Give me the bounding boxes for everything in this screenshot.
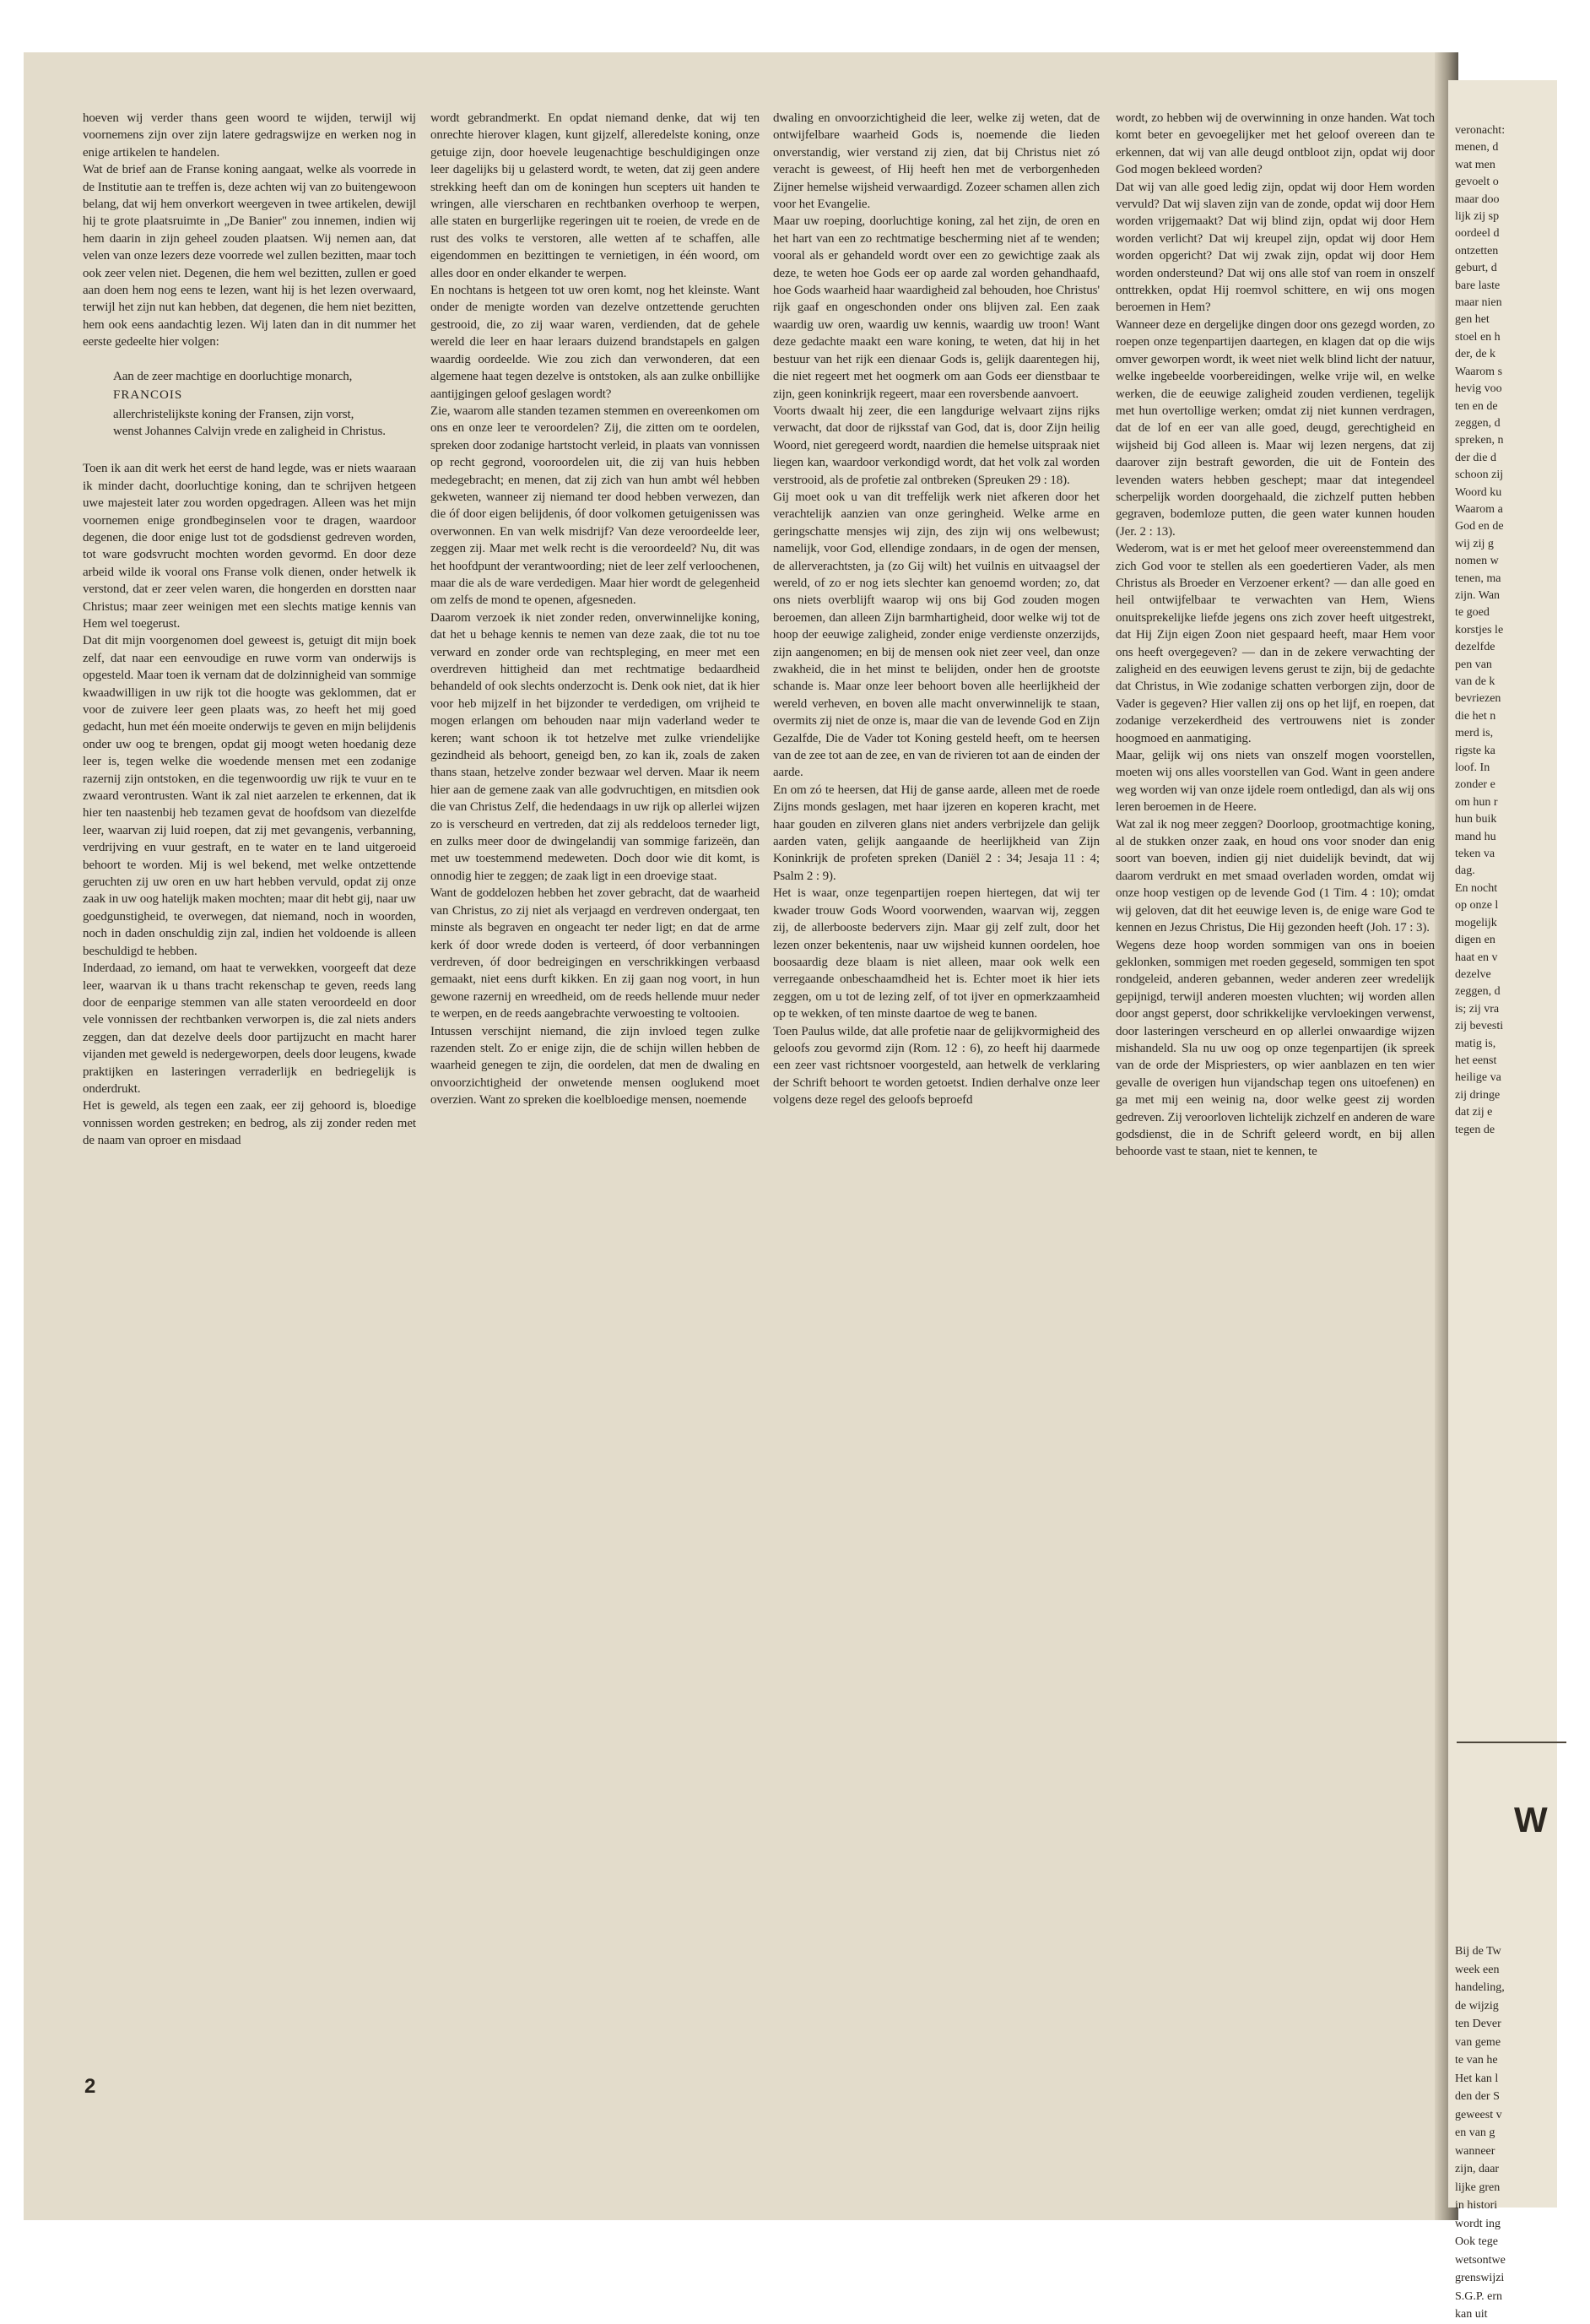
- text-line: En nocht: [1455, 881, 1498, 895]
- text-line: te van he: [1455, 2054, 1498, 2067]
- paragraph: Het is waar, onze tegenpartijen roepen hiertegen, dat wij ter kwader trouw Gods Woord voorwenden, waarvan wij, zeggen zij, de allerbooste bedervers zijn. Maar gij zelf zult, door het lezen onzer bekentenis, naar uw wijsheid kunnen oordelen, hoe boosaardig deze blaam is niet alleen, maar ook welk een verregaande onbeschaamdheid het is. Echter moet ik hier iets zeggen, om u tot de lezing zelf, of tot ijver en opmerkzaamheid op te wekken, of ten minste daartoe de weg te banen.: [773, 886, 1100, 1021]
- text-line: zijn, daar: [1455, 2163, 1500, 2175]
- text-line: zij bevesti: [1455, 1020, 1504, 1033]
- text-line: lijk zij sp: [1455, 210, 1500, 224]
- text-line: spreken, n: [1455, 434, 1504, 447]
- paragraph: Wegens deze hoop worden sommigen van ons in boeien geklonken, sommigen met roeden gegeseld, sommigen ten spot rondgeleid, anderen gebannen, weder anderen zeer wredelijk gepijnigd, terwijl anderen moesten vluchten; wij worden allen door angst geperst, door schrikkelijke vervloekingen verwenst, door lasteringen verscheurd en op allerlei onwaardige wijzen mishandeld. Sla nu uw oog op onze tegenpartijen (ik spreek van de orde der Mispriesters, op wier aanblazen en ten wier gevalle de overigen hun vijandschap tegen ons uitoefenen) en ga met mij een weinig na, door welke geest zij worden gedreven. Zij veroorloven lichtelijk zichzelf en anderen de ware godsdienst, die in de Schrift geleerd wordt, en bij allen behoorde vast te staan, niet te kennen, te: [1116, 938, 1435, 1159]
- adjacent-page-heading: W: [1514, 1800, 1548, 1839]
- article-column-3: [773, 110, 1100, 2068]
- text-line: zijn. Wan: [1455, 588, 1501, 602]
- text-line: op onze l: [1455, 899, 1499, 913]
- text-line: God en de: [1455, 520, 1504, 534]
- text-line: stoel en h: [1455, 330, 1501, 344]
- text-line: handeling,: [1455, 1981, 1505, 1994]
- text-line: korstjes le: [1455, 623, 1504, 637]
- page-number: 2: [84, 2075, 96, 2098]
- text-line: zeggen, d: [1455, 985, 1501, 999]
- text-line: die het n: [1455, 709, 1496, 723]
- text-line: maar doo: [1455, 192, 1500, 206]
- paragraph: Wanneer deze en dergelijke dingen door ons gezegd worden, zo roepen onze tegenpartijen daartegen, en klagen dat op die wijs omver geworpen wordt, ik weet niet welk blind licht der natuur, welke ingebeelde voorbereidingen, welke vrije wil, en welke werken, die de eeuwige zaligheid zouden verdienen, tegelijk met hun overtollige werken; omdat zij niet kunnen verdragen, dat de lof en eer van alle goed, deugd, gerechtigheid en wijsheid bij God alleen is. Maar wij lezen nergens, dat zij daarover zijn bestraft geworden, die uit de Fontein des levenden waters hebben geschept; maar dat integendeel scherpelijk worden doorgehaald, die zichzelf putten hebben gegraven, bodemloze putten, die geen water kunnen houden (Jer. 2 : 13).: [1116, 317, 1435, 539]
- paragraph: Maar uw roeping, doorluchtige koning, zal het zijn, de oren en het hart van een zo rechtmatige bescherming niet af te wenden; vooral als er gehandeld wordt over een zo gewichtige zaak als deze, te weten hoe Gods eer op aarde zal worden gehandhaafd, hoe Gods waarheid haar waardigheid zal behouden, hoe Christus' rijk gaaf en ongeschonden onder ons blijven zal. Een zaak waardig uw oren, waardig uw kennis, waardig uw troon! Want deze gedachte maakt een ware koning, te weten, dat hij in het bestuur van het rijk een dienaar Gods is, gelijk daarentegen hij, die niet regeert met het oogmerk om aan Gods eer dienstbaar te zijn, geen koninkrijk regeert, maar een roversbende aanvoert.: [773, 214, 1100, 401]
- text-line: grenswijzi: [1455, 2272, 1505, 2284]
- paragraph: Inderdaad, zo iemand, om haat te verwekken, voorgeeft dat deze leer, waarvan ik u thans tracht rekenschap te geven, reeds lang door de eenparige stemmen van alle staten veroordeeld en door vele vonnissen der rechtbanken verworpen is, die zal niets anders zeggen, dan dat dezelve deels door partijzucht en macht harer vijanden met geweld is nedergeworpen, deels door leugens, kwade praktijken en lasteringen verraderlijk en bedriegelijk is onderdrukt.: [83, 962, 416, 1096]
- paragraph: Wederom, wat is er met het geloof meer overeenstemmend dan zich God voor te stellen als een goedertieren Vader, als men Christus als Broeder en Verzoener erkent? — dan alle goed en heil ontwijfelbaar te verwachten van Hem, Wiens onuitsprekelijke liefde jegens ons zich zover heeft uitgestrekt, dat Hij Zijn eigen Zoon niet gespaard heeft, maar Hem voor ons heeft overgegeven? — dan in de zekere verwachting der zaligheid en des eeuwigen levens gerust te zijn, bij de gedachte dat Christus, in Wie zodanige schatten verborgen zijn, door de Vader is gegeven? Hier vallen zij ons op het lijf, en roepen, dat zodanige verzekerdheid des vertrouwens niet is zonder hoogmoed en aanmatiging.: [1116, 542, 1435, 745]
- article-column-4: [1116, 110, 1435, 2068]
- text-line: zonder e: [1455, 778, 1495, 792]
- addressee-name: FRANCOIS: [113, 388, 183, 403]
- text-line: week een: [1455, 1963, 1500, 1976]
- text-line: Het kan l: [1455, 2072, 1499, 2085]
- text-line: wordt ing: [1455, 2217, 1501, 2230]
- text-line: om hun r: [1455, 795, 1498, 809]
- paragraph: Het is geweld, als tegen een zaak, eer zij gehoord is, bloedige vonnissen worden gestreken; en bedrog, als zij zonder reden met de naam van oproer en misdaad: [83, 1099, 416, 1148]
- text-line: menen, d: [1455, 141, 1499, 154]
- text-line: tenen, ma: [1455, 572, 1501, 585]
- text-line: van de k: [1455, 675, 1495, 688]
- text-line: merd is,: [1455, 727, 1494, 740]
- text-line: nomen w: [1455, 555, 1499, 568]
- text-line: Waarom a: [1455, 502, 1503, 516]
- text-line: der die d: [1455, 451, 1496, 464]
- text-line: en van g: [1455, 2126, 1495, 2139]
- paragraph: wordt gebrandmerkt. En opdat niemand denke, dat wij ten onrechte hierover klagen, kunt gijzelf, alleredelste koning, onze getuige zijn, door hoevele leugenachtige beschuldigingen onze leer dagelijks bij u gelasterd wordt, te weten, dat zij geen andere strekking heeft dan om de koningen hun scepters uit handen te wringen, alle vierscharen en rechtbanken overhoop te werpen, alle staten en burgerlijke regeringen uit te roeien, de vrede en de rust des volks te verstoren, alle wetten af te schaffen, alle eigendommen en bezittingen te vernietigen, in één woord, om alles door en onder elkander te werpen.: [430, 111, 760, 280]
- paragraph: hoeven wij verder thans geen woord te wijden, terwijl wij voornemens zijn over zijn latere gedragswijze en werken nog in enige artikelen te handelen.: [83, 111, 416, 160]
- text-line: S.G.P. ern: [1455, 2289, 1503, 2303]
- text-line: maar nien: [1455, 296, 1502, 310]
- text-line: wij zij g: [1455, 537, 1494, 550]
- text-line: bare laste: [1455, 279, 1501, 292]
- text-line: wanneer: [1455, 2144, 1495, 2158]
- adjacent-page-text-lower: [1455, 1942, 1590, 2324]
- address-line: wenst Johannes Calvijn vrede en zaligheid in Christus.: [113, 424, 386, 438]
- paragraph: wordt, zo hebben wij de overwinning in onze handen. Wat toch komt beter en gevoegelijker met het geloof overeen dan te erkennen, dat wij van alle deugd ontbloot zijn, opdat wij door God mogen bekleed worden?: [1116, 111, 1435, 177]
- text-line: der, de k: [1455, 348, 1496, 361]
- text-line: is; zij vra: [1455, 1002, 1500, 1016]
- adjacent-page-divider: [1457, 1742, 1566, 1743]
- text-line: mand hu: [1455, 830, 1496, 843]
- article-column-2: [430, 110, 760, 2068]
- text-line: hevig voo: [1455, 382, 1502, 396]
- paragraph: Intussen verschijnt niemand, die zijn invloed tegen zulke razenden stelt. Zo er enige zijn, die de schijn willen hebben de waarheid genegen te zijn, die oordelen, dat men de dwaling en onvoorzichtigheid der onwetende mensen ooglukend moet overzien. Want zo spreken die koelbloedige mensen, noemende: [430, 1024, 760, 1108]
- text-line: hun buik: [1455, 813, 1497, 826]
- paragraph: Wat de brief aan de Franse koning aangaat, welke als voorrede in de Institutie aan te treffen is, deze achten wij van zo buitengewoon belang, dat wij hem onverkort weergeven in twee artikelen, dewijl hij te grote plaatsruimte in „De Banier" zou innemen, indien wij hem daarin in zijn geheel zouden plaatsen. Wij nemen aan, dat velen van onze lezers deze voorrede wel zullen bezitten, maar toch ook zeer velen niet. Degenen, die hem wel bezitten, zullen er goed aan doen hem nog eens te lezen, want hij is het lezen overwaard, terwijl het zijn nut kan hebben, dat degenen, die hem niet bezitten, hem ook eens aandachtig lezen. Wij laten dan in dit nummer het eerste gedeelte hier volgen:: [83, 163, 416, 349]
- paragraph: Zie, waarom alle standen tezamen stemmen en overeenkomen om ons en onze leer te veroordelen? Zij, die zitten om te oordelen, spreken door zodanige hartstocht verleid, in plaats van vonnissen op recht gegrond, vooroordelen uit, die zij van huis hebben medegebracht; en menen, dat zij zich van hun ambt wél hebben gekweten, wanneer zij niemand ter dood hebben verwezen, dan die óf door eigen belijdenis, óf door volkomen getuigenissen was overwonnen. En van welk misdrijf? Van deze veroordeelde leer, zeggen zij. Maar met welk recht is die veroordeeld? Nu, dit was het hoofdpunt der verantwoording; niet de leer zelf verloochenen, maar die als de ware verdedigen. Maar hier wordt de gelegenheid om zelfs de mond te openen, afgesneden.: [430, 404, 760, 608]
- text-line: Ook tege: [1455, 2235, 1498, 2248]
- text-line: geburt, d: [1455, 262, 1497, 275]
- text-line: lijke gren: [1455, 2180, 1501, 2194]
- text-line: oordeel d: [1455, 227, 1500, 241]
- article-column-1: [83, 110, 416, 2068]
- paragraph: Maar, gelijk wij ons niets van onszelf mogen voorstellen, moeten wij ons alles voorstellen van God. Want in geen andere weg worden wij van onze ijdele roem ontledigd, dan als wij ons leren beroemen in de Heere.: [1116, 749, 1435, 815]
- paragraph: Dat dit mijn voorgenomen doel geweest is, getuigt dit mijn boek zelf, dat naar een eenvoudige en ruwe vorm van onderwijs is opgesteld. Maar toen ik vernam dat de dolzinnigheid van sommige kwaadwilligen in uw rijk tot die hoogte was geklommen, dat er voor de zuivere leer geen plaats was, zo heeft het mij goed gedacht, hun met één moeite onderwijs te geven en mijn belijdenis onder uw oog te brengen, opdat gij moogt weten hoedanig deze leer is, tegen welke die woedende mensen met een zodanige razernij zijn ontstoken, en die tegenwoordig uw rijk te vuur en te zwaard verontrusten. Want ik zal niet aarzelen te erkennen, dat ik hier ten naastenbij heb tezamen gevat de hoofdsom van diezelfde leer, waarvan zij luid roepen, dat zij met gevangenis, verbanning, verdrijving en vuur gestraft, en te water en te land uitgeroeid behoort te worden. Mij is wel bekend, met welke ontzettende geruchten zij uw oren en uw hart hebben vervuld, opdat zij onze zaak in uw oog hatelijk maken mochten; maar dit hebt gij, naar uw goedgunstigheid, te overwegen, dat niemand, noch in woorden, noch in daden onschuldig zijn zal, indien het voldoende is alleen beschuldigd te hebben.: [83, 634, 416, 958]
- text-line: het eenst: [1455, 1054, 1497, 1067]
- paragraph: Toen Paulus wilde, dat alle profetie naar de gelijkvormigheid des geloofs zou gevormd zijn (Rom. 12 : 6), zo heeft hij daarmede een zeer vast richtsnoer voorgesteld, aan hetwelk de verklaring der Schrift behoort te worden getoetst. Indien derhalve onze leer volgens deze regel des geloofs beproefd: [773, 1024, 1100, 1108]
- text-line: digen en: [1455, 934, 1495, 947]
- text-line: Woord ku: [1455, 485, 1502, 499]
- text-line: gevoelt o: [1455, 176, 1499, 189]
- text-line: kan uit: [1455, 2308, 1488, 2321]
- paragraph: En om zó te heersen, dat Hij de ganse aarde, alleen met de roede Zijns monds geslagen, met haar ijzeren en koperen kracht, met haar gouden en zilveren glans niet anders verbrijzele dan gelijk aarden vaten, gelijk aangaande de heerlijkheid van Zijn Koninkrijk de profeten spreken (Daniël 2 : 34; Jesaja 11 : 4; Psalm 2 : 9).: [773, 783, 1100, 883]
- text-line: ten en de: [1455, 399, 1498, 413]
- text-line: geweest v: [1455, 2108, 1502, 2121]
- text-line: zeggen, d: [1455, 416, 1501, 430]
- text-line: heilige va: [1455, 1071, 1501, 1085]
- letter-address: [83, 368, 416, 441]
- text-line: van geme: [1455, 2035, 1501, 2049]
- text-line: ten Dever: [1455, 2018, 1501, 2030]
- text-line: wat men: [1455, 158, 1495, 171]
- paragraph: Toen ik aan dit werk het eerst de hand legde, was er niets waaraan ik minder dacht, doorluchtige koning, dan te schrijven hetgeen uwe majesteit later zou worden opgedragen. Alleen was het mijn voornemen enige grondbeginselen voor te dragen, waardoor degenen, die door enige lust tot de godsdienst gedreven worden, tot ware godsvrucht mochten worden gevormd. En door deze arbeid wilde ik vooral ons Franse volk dienen, onder hetwelk ik verstond, dat er zeer velen waren, die hongerden en dorstten naar Christus; maar zeer weinigen met een slechts matige kennis van Hem wel toegerust.: [83, 462, 416, 631]
- text-line: loof. In: [1455, 761, 1490, 775]
- paragraph: Wat zal ik nog meer zeggen? Doorloop, grootmachtige koning, al de stukken onzer zaak, en houd ons voor snoder dan enig soort van boeven, indien gij niet duidelijk bevindt, dat wij daarom verdrukt en met smaad overladen worden, omdat wij onze hoop vestigen op de levende God (1 Tim. 4 : 10); omdat wij geloven, dat dit het eeuwige leven is, de enige ware God te kennen en Jezus Christus, Die Hij gezonden heeft (Joh. 17 : 3).: [1116, 817, 1435, 935]
- text-line: haat en v: [1455, 951, 1498, 964]
- paragraph: dwaling en onvoorzichtigheid die leer, welke zij weten, dat de ontwijfelbare waarheid Gods is, noemende die lieden onverstandig, wier verstand zij zien, dat bij Christus niet zó veracht is geweest, of Hij heeft hen met de verborgenheden Zijner hemelse wijsheid verwaardigd. Zozeer schamen allen zich voor het Evangelie.: [773, 111, 1100, 212]
- text-line: den der S: [1455, 2090, 1500, 2103]
- text-line: Waarom s: [1455, 365, 1503, 378]
- text-line: gen het: [1455, 313, 1490, 327]
- paragraph: Gij moet ook u van dit treffelijk werk niet afkeren door het verachtelijk aanzien van onze geringheid. Welke arme en geringschatte mensjes wij zijn, des zijn wij ons welbewust; namelijk, voor God, ellendige zondaars, in de ogen der mensen, de allerverachtsten, ja (zo Gij wilt) het vuilnis en uitvaagsel der wereld, of zo er nog iets slechter kan genoemd worden; zo, dat ons niets overblijft waarop wij ons bij God zouden mogen beroemen, dan alleen Zijn barmhartigheid, door welke wij tot de hoop der eeuwige zaligheid, zonder enige verdienste onzerzijds, zijn aangenomen; en bij de mensen ook niet zeer veel, dan onze zwakheid, die in het minst te belijden, onder hen de grootste schande is. Maar onze leer behoort boven alle heerlijkheid der wereld verheven, en boven alle macht onverwinnelijk te staan, overmits zij niet de onze is, maar die van de levende God en Zijn Gezalfde, Die de Vader tot Koning gesteld heeft, om te heersen van de zee tot aan de zee, en van de rivieren tot aan de einden der aarde.: [773, 490, 1100, 780]
- text-line: in histori: [1455, 2199, 1498, 2212]
- text-line: veronacht:: [1455, 124, 1506, 137]
- text-line: dezelve: [1455, 967, 1491, 981]
- address-line: Aan de zeer machtige en doorluchtige monarch,: [113, 369, 353, 383]
- paragraph: Want de goddelozen hebben het zover gebracht, dat de waarheid van Christus, zo zij niet als verjaagd en verdreven ondergaat, ten minste als begraven en ongeacht ter neder ligt; en dat de arme kerk óf door wrede doden is verteerd, óf door verbanningen verdreven, óf door bedreigingen en verschrikkingen verbaasd gemaakt, niet eens durft kikken. En zij gaan nog voort, in hun gewone razernij en wreedheid, om de reeds hellende muur neder te werpen, en de reeds aangebrachte verwoesting te voltooien.: [430, 886, 760, 1021]
- paragraph: Voorts dwaalt hij zeer, die een langdurige welvaart zijns rijks verwacht, dat door de rijksstaf van God, dat is, door Zijn heilig Woord, niet geregeerd wordt, naardien die hemelse uitspraak niet liegen kan, waardoor verkondigd wordt, dat het volk zal worden verstrooid, als de profetie zal ontbreken (Spreuken 29 : 18).: [773, 404, 1100, 487]
- text-line: dat zij e: [1455, 1106, 1493, 1119]
- paragraph: Dat wij van alle goed ledig zijn, opdat wij door Hem worden vervuld? Dat wij slaven zijn van de zonde, opdat wij door Hem worden vrijgemaakt? Dat wij blind zijn, opdat wij door Hem worden verlicht? Dat wij kreupel zijn, opdat wij door Hem worden opgericht? Dat wij zwak zijn, opdat wij door Hem worden ondersteund? Dat wij ons alle stof van roem in onszelf onttrekken, opdat Hij roemvol schittere, en wij ons mogen beroemen in Hem?: [1116, 180, 1435, 315]
- text-line: de wijzig: [1455, 1999, 1499, 2013]
- text-line: te goed: [1455, 606, 1490, 620]
- text-line: mogelijk: [1455, 916, 1497, 929]
- text-line: rigste ka: [1455, 744, 1495, 757]
- text-line: dag.: [1455, 864, 1475, 878]
- address-line: allerchristelijkste koning der Fransen, zijn vorst,: [113, 407, 354, 421]
- text-line: matig is,: [1455, 1037, 1496, 1050]
- text-line: pen van: [1455, 658, 1492, 671]
- text-line: Bij de Tw: [1455, 1945, 1501, 1958]
- text-line: wetsontwe: [1455, 2253, 1506, 2267]
- paragraph: Daarom verzoek ik niet zonder reden, onverwinnelijke koning, dat het u behage kennis te nemen van deze zaak, die tot nu toe verward en zonder orde van rechtspleging, en meer met een overdreven hittigheid dan met rechtmatige bedaardheid behandeld of ook slechts onderzocht is. Denk ook niet, dat ik hier voor heb mijzelf in het bijzonder te verdedigen, om vrijheid te mogen erlangen om behouden naar mijn vaderland weder te keren; want schoon ik tot hetzelve met zulke vriendelijke gezindheid als behoort, geneigd ben, zo kan ik, zoals de zaken thans staan, hetzelve zonder bezwaar wel derven. Maar ik neem hier aan de gemene zaak van alle godvruchtigen, en mitsdien ook die van Christus Zelf, die hedendaags in uw rijk op allerlei wijzen zo is verscheurd en vertreden, dat zij als reddeloos terneder ligt, en zulks meer door de dwingelandij van sommige farizeën, dan met uw toestemmend medeweten. Doch door wie dit komt, is onnodig hier te zeggen; de zaak ligt in een droevige staat.: [430, 610, 760, 883]
- text-line: tegen de: [1455, 1123, 1495, 1136]
- text-line: teken va: [1455, 848, 1495, 861]
- adjacent-page: [1448, 80, 1557, 2321]
- text-line: schoon zij: [1455, 469, 1504, 482]
- text-line: zij dringe: [1455, 1088, 1501, 1102]
- text-line: dezelfde: [1455, 641, 1495, 654]
- adjacent-page-text: [1455, 122, 1590, 1139]
- text-line: bevriezen: [1455, 692, 1501, 706]
- paragraph: En nochtans is hetgeen tot uw oren komt, nog het kleinste. Want onder de menigte worden van dezelve ontzettende geruchten gestrooid, die, zo zij waar waren, verdienden, dat de gehele wereld die leer en haar leraars duizend brandstapels en galgen waardig oordeelde. Wie zou zich dan verwonderen, dat een algemene haat tegen dezelve is ontstoken, als aan zulke onbillijke aantijgingen geloof geslagen wordt?: [430, 284, 760, 401]
- text-line: ontzetten: [1455, 244, 1499, 257]
